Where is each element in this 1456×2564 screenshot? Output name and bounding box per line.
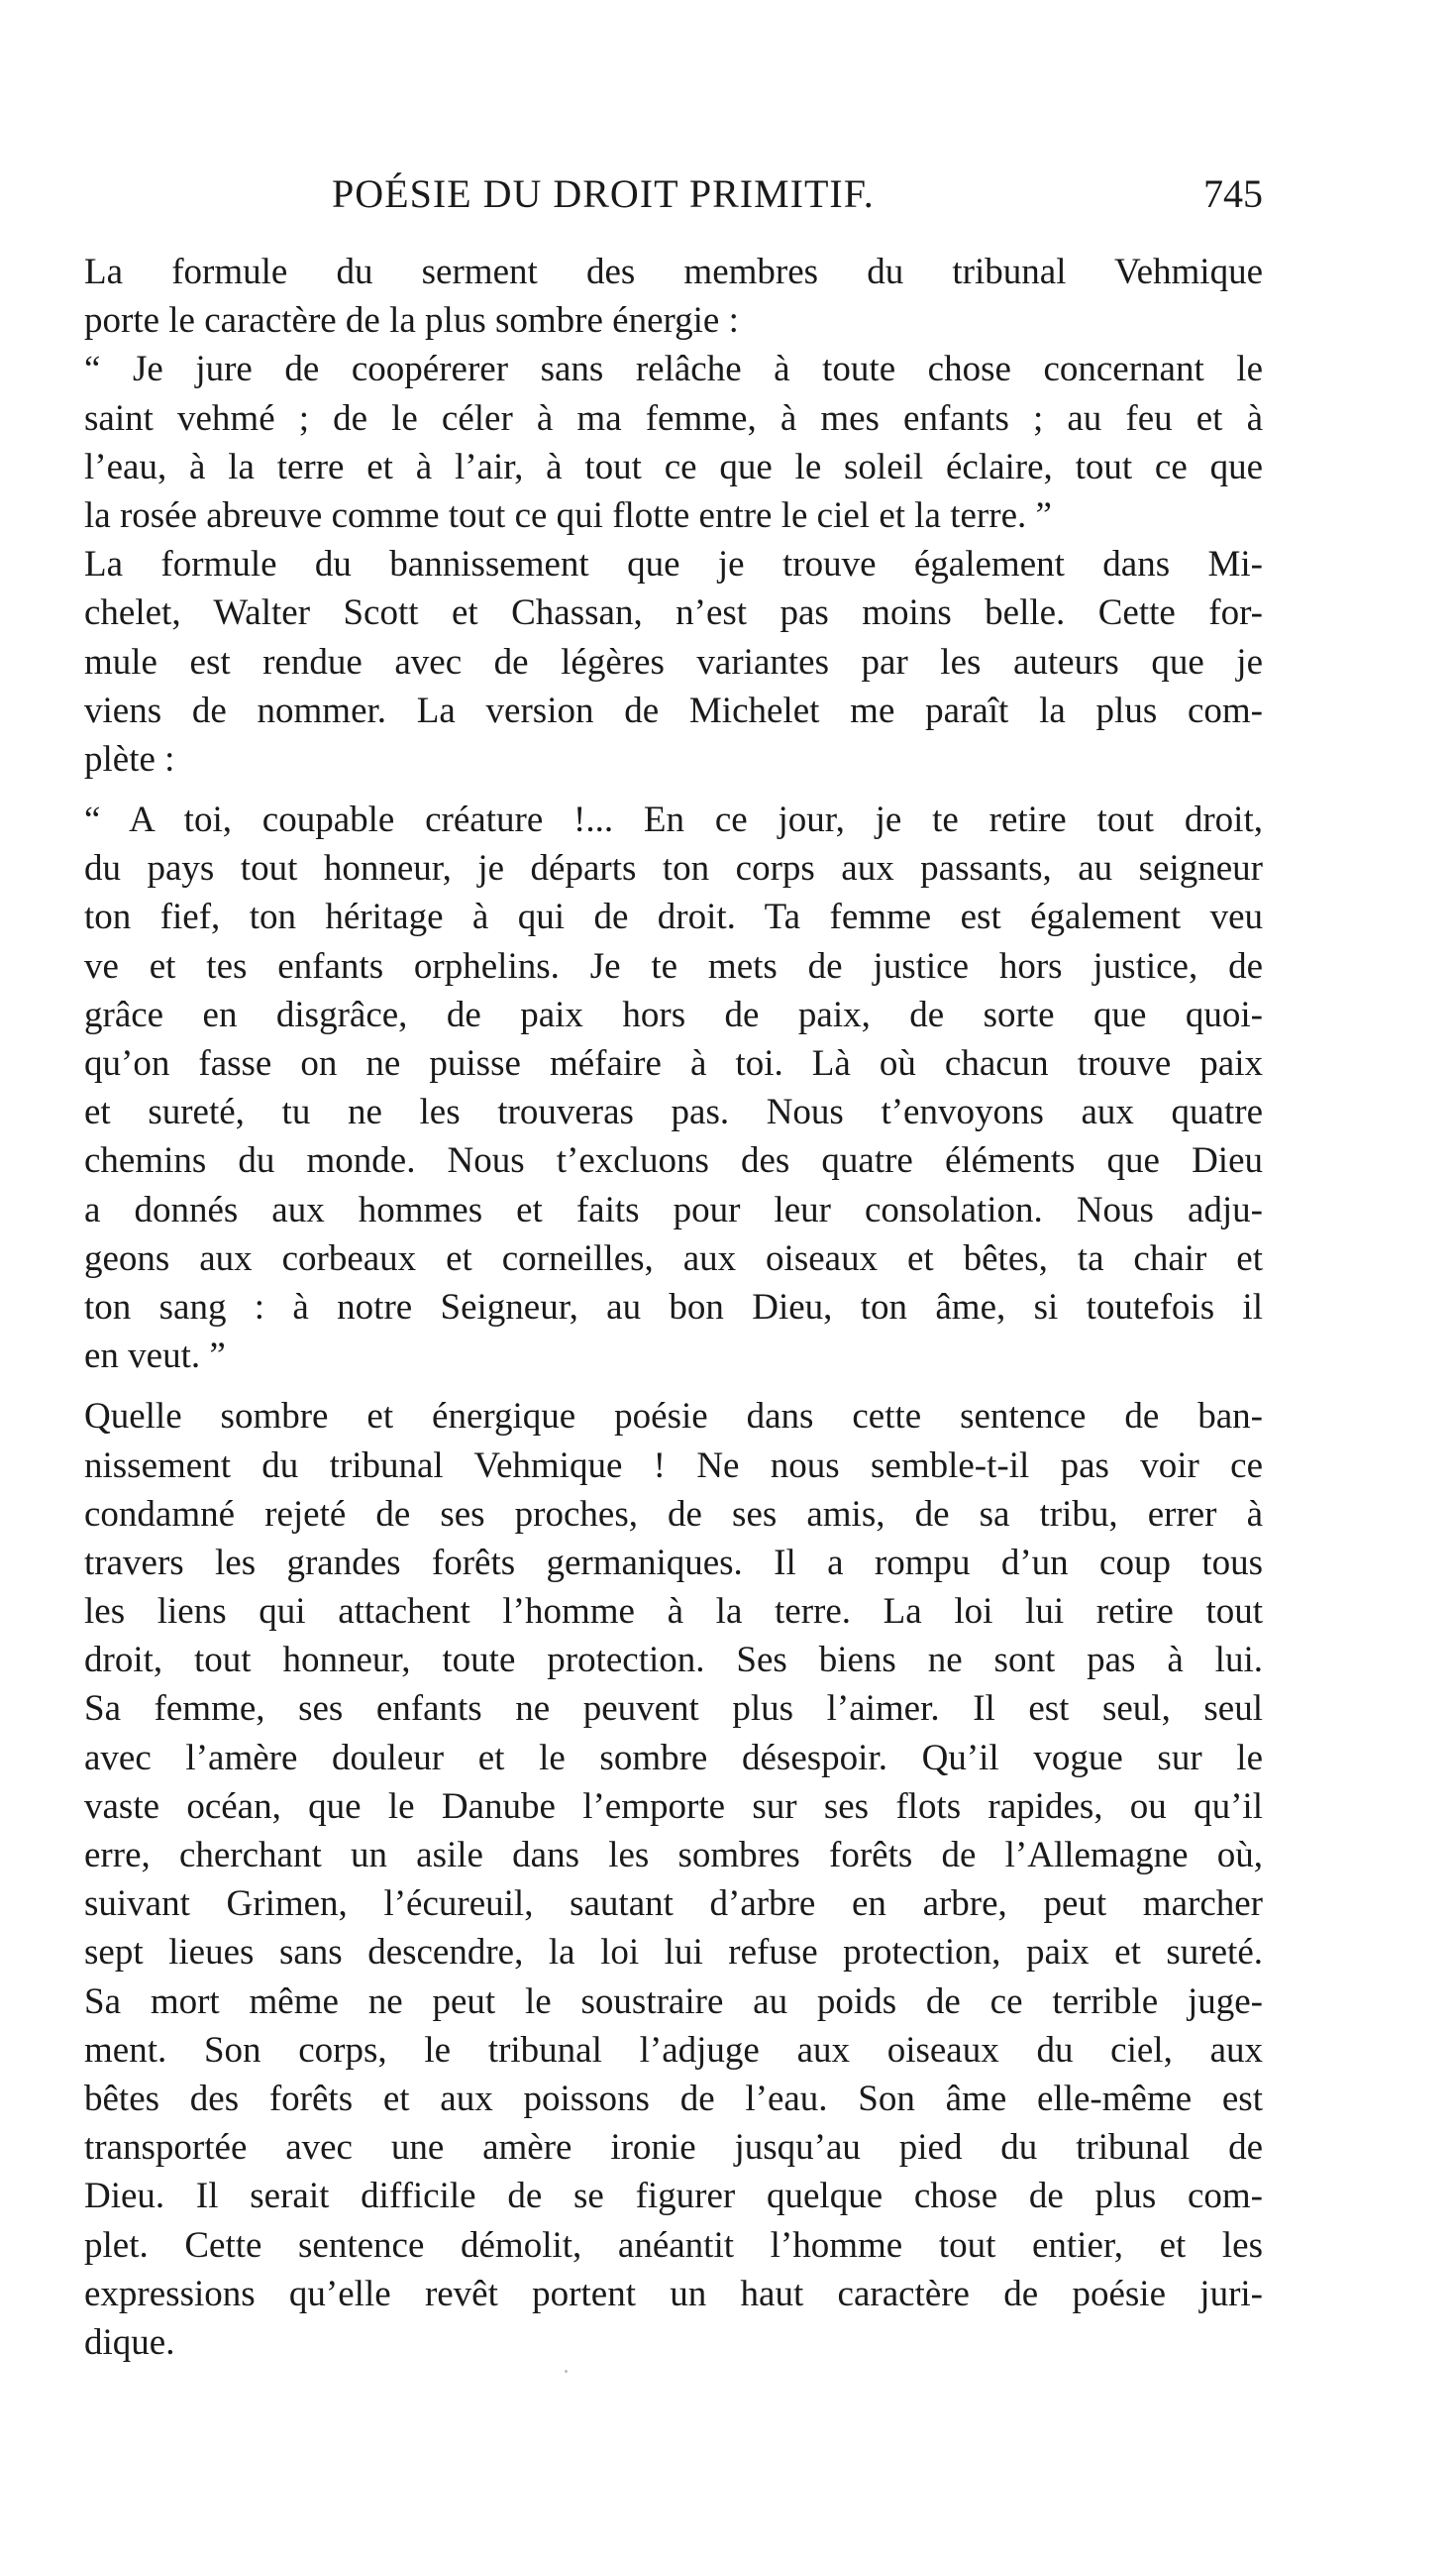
text-line: droit, tout honneur, toute protection. Ses biens ne sont pas à lui.	[84, 1640, 1263, 1681]
text-line: La formule du serment des membres du tribunal Vehmique	[84, 252, 1263, 292]
paper-speck	[565, 2370, 568, 2373]
text-line: condamné rejeté de ses proches, de ses amis, de sa tribu, errer à	[84, 1493, 1263, 1535]
page-number: 745	[1203, 171, 1263, 216]
text-line: vaste océan, que le Danube l’emporte sur ses flots rapides, ou qu’il	[84, 1785, 1263, 1827]
text-line: Quelle sombre et énergique poésie dans cette sentence de ban-	[84, 1396, 1263, 1438]
text-line: porte le caractère de la plus sombre énergie :	[84, 300, 739, 342]
text-line: les liens qui attachent l’homme à la terre. La loi lui retire tout	[84, 1591, 1263, 1633]
text-line: ve et tes enfants orphelins. Je te mets de justice hors justice, de	[84, 945, 1263, 987]
paragraph-gap	[84, 1380, 1263, 1392]
text-line: nissement du tribunal Vehmique ! Ne nous semble-t-il pas voir ce	[84, 1444, 1263, 1486]
text-line: plet. Cette sentence démolit, anéantit l’homme tout entier, et les	[84, 2224, 1263, 2266]
paragraph-oath-quote	[84, 345, 1263, 540]
text-line: ment. Son corps, le tribunal l’adjuge aux oiseaux du ciel, aux	[84, 2029, 1263, 2071]
text-line: plète :	[84, 738, 175, 780]
body-text	[84, 248, 1263, 2367]
text-line: chemins du monde. Nous t’excluons des quatre éléments que Dieu	[84, 1140, 1263, 1182]
text-line: mule est rendue avec de légères variantes par les auteurs que je	[84, 641, 1263, 683]
text-line: viens de nommer. La version de Michelet me paraît la plus com-	[84, 690, 1263, 731]
text-line: Sa femme, ses enfants ne peuvent plus l’aimer. Il est seul, seul	[84, 1688, 1263, 1730]
paragraph-banishment-quote	[84, 796, 1263, 1380]
paragraph-oath-intro	[84, 248, 1263, 345]
text-line: du pays tout honneur, je départs ton corps aux passants, au seigneur	[84, 848, 1263, 890]
text-line: ton sang : à notre Seigneur, au bon Dieu, ton âme, si toutefois il	[84, 1286, 1263, 1328]
text-line: avec l’amère douleur et le sombre désespoir. Qu’il vogue sur le	[84, 1737, 1263, 1778]
text-line: Dieu. Il serait difficile de se figurer quelque chose de plus com-	[84, 2176, 1263, 2217]
text-line: dique.	[84, 2321, 175, 2363]
paragraph-banishment-intro	[84, 540, 1263, 784]
text-line: en veut. ”	[84, 1335, 226, 1377]
text-line: transportée avec une amère ironie jusqu’au pied du tribunal de	[84, 2127, 1263, 2169]
text-line: “ A toi, coupable créature !... En ce jour, je te retire tout droit,	[84, 800, 1263, 841]
text-line: Sa mort même ne peut le soustraire au poids de ce terrible juge-	[84, 1980, 1263, 2022]
text-line: geons aux corbeaux et corneilles, aux oiseaux et bêtes, ta chair et	[84, 1237, 1263, 1279]
text-line: et sureté, tu ne les trouveras pas. Nous t’envoyons aux quatre	[84, 1092, 1263, 1133]
text-line: chelet, Walter Scott et Chassan, n’est pas moins belle. Cette for-	[84, 592, 1263, 634]
text-line: expressions qu’elle revêt portent un haut caractère de poésie juri-	[84, 2273, 1263, 2314]
text-line: saint vehmé ; de le céler à ma femme, à mes enfants ; au feu et à	[84, 397, 1263, 439]
text-line: suivant Grimen, l’écureuil, sautant d’arbre en arbre, peut marcher	[84, 1883, 1263, 1925]
text-line: qu’on fasse on ne puisse méfaire à toi. Là où chacun trouve paix	[84, 1043, 1263, 1084]
text-line: travers les grandes forêts germaniques. Il a rompu d’un coup tous	[84, 1542, 1263, 1583]
running-title: POÉSIE DU DROIT PRIMITIF.	[332, 171, 875, 216]
text-line: ton fief, ton héritage à qui de droit. Ta femme est également veu	[84, 897, 1263, 938]
text-line: bêtes des forêts et aux poissons de l’eau. Son âme elle-même est	[84, 2078, 1263, 2119]
text-line: a donnés aux hommes et faits pour leur consolation. Nous adju-	[84, 1189, 1263, 1230]
text-line: “ Je jure de coopérerer sans relâche à toute chose concernant le	[84, 349, 1263, 390]
text-line: l’eau, à la terre et à l’air, à tout ce que le soleil éclaire, tout ce que	[84, 446, 1263, 487]
text-line: La formule du bannissement que je trouve également dans Mi-	[84, 544, 1263, 586]
text-line: erre, cherchant un asile dans les sombres forêts de l’Allemagne où,	[84, 1835, 1263, 1875]
text-line: sept lieues sans descendre, la loi lui refuse protection, paix et sureté.	[84, 1932, 1263, 1974]
text-line: grâce en disgrâce, de paix hors de paix, de sorte que quoi-	[84, 994, 1263, 1035]
text-line: la rosée abreuve comme tout ce qui flotte entre le ciel et la terre. ”	[84, 494, 1052, 536]
paragraph-gap	[84, 784, 1263, 796]
paragraph-commentary	[84, 1392, 1263, 2367]
running-head	[84, 170, 1263, 230]
